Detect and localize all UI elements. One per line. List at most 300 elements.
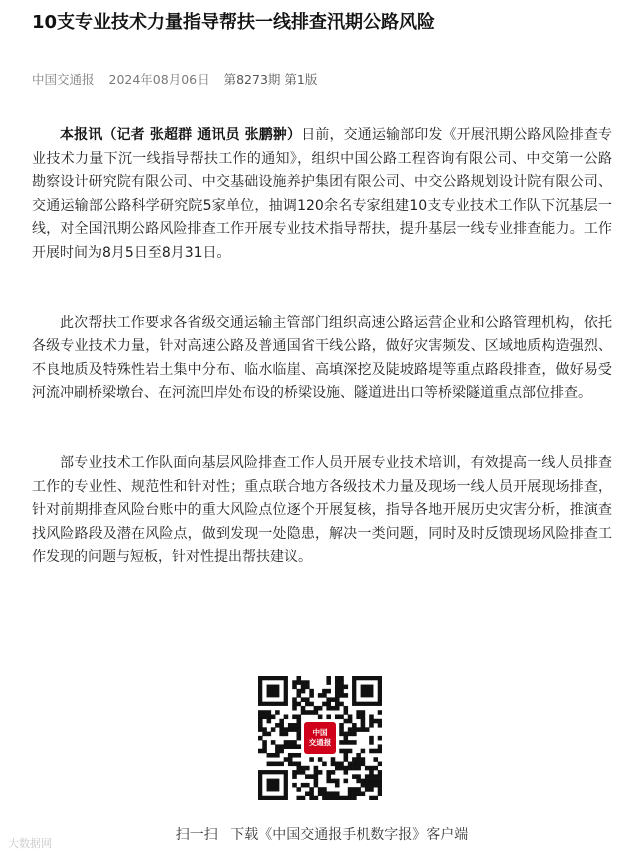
qr-module <box>378 770 382 775</box>
qr-code-icon[interactable] <box>258 676 382 800</box>
qr-module <box>348 719 353 724</box>
qr-module <box>326 702 331 707</box>
qr-module <box>378 749 382 754</box>
qr-module <box>369 796 374 800</box>
qr-module <box>279 719 284 724</box>
qr-module <box>322 796 327 800</box>
qr-module <box>292 702 297 707</box>
qr-module <box>369 736 374 741</box>
qr-module <box>369 787 374 792</box>
qr-module <box>348 732 353 737</box>
watermark <box>8 835 52 851</box>
qr-module <box>352 762 357 767</box>
qr-module <box>356 779 361 784</box>
qr-module <box>326 770 331 775</box>
qr-module <box>326 791 331 796</box>
qr-module <box>309 693 314 698</box>
qr-module <box>361 779 366 784</box>
qr-module <box>271 753 276 758</box>
qr-module <box>292 706 297 711</box>
qr-module <box>314 710 319 715</box>
qr-module <box>369 766 374 771</box>
qr-module <box>339 723 344 728</box>
qr-module <box>296 714 301 719</box>
qr-module <box>292 680 297 685</box>
qr-module <box>258 714 263 719</box>
qr-module <box>292 714 297 719</box>
qr-module <box>301 770 306 775</box>
qr-module <box>288 757 293 762</box>
qr-module <box>322 689 327 694</box>
qr-module <box>275 762 280 767</box>
qr-module <box>292 762 297 767</box>
qr-module <box>373 766 378 771</box>
qr-module <box>301 710 306 715</box>
qr-module <box>322 762 327 767</box>
qr-module <box>305 783 310 788</box>
qr-module <box>331 757 336 762</box>
qr-module <box>326 680 331 685</box>
qr-module <box>339 689 344 694</box>
qr-module <box>301 766 306 771</box>
qr-module <box>284 740 289 745</box>
qr-module <box>335 779 340 784</box>
qr-module <box>301 685 306 690</box>
qr-finder-inner <box>267 685 280 698</box>
qr-module <box>344 706 349 711</box>
qr-module <box>322 702 327 707</box>
qr-module <box>296 693 301 698</box>
qr-module <box>335 714 340 719</box>
qr-module <box>288 762 293 767</box>
qr-module <box>331 796 336 800</box>
qr-module <box>267 710 272 715</box>
qr-module <box>267 714 272 719</box>
qr-module <box>356 774 361 779</box>
qr-module <box>335 791 340 796</box>
qr-module <box>296 736 301 741</box>
qr-module <box>275 744 280 749</box>
qr-module <box>356 727 361 732</box>
qr-module <box>352 727 357 732</box>
qr-module <box>344 710 349 715</box>
qr-module <box>344 770 349 775</box>
qr-module <box>339 749 344 754</box>
qr-module <box>258 727 263 732</box>
issue-number: 第8273期 第1版 <box>223 72 318 87</box>
qr-module <box>344 753 349 758</box>
qr-module <box>288 723 293 728</box>
paragraph-1 <box>32 124 612 266</box>
qr-module <box>314 706 319 711</box>
qr-module <box>348 749 353 754</box>
qr-module <box>373 757 378 762</box>
qr-module <box>365 783 370 788</box>
qr-module <box>292 783 297 788</box>
qr-module <box>344 749 349 754</box>
qr-module <box>373 774 378 779</box>
qr-module <box>356 766 361 771</box>
qr-module <box>344 736 349 741</box>
qr-module <box>335 689 340 694</box>
qr-module <box>305 680 310 685</box>
qr-module <box>296 680 301 685</box>
qr-module <box>292 723 297 728</box>
qr-module <box>318 757 323 762</box>
qr-module <box>335 706 340 711</box>
qr-module <box>318 714 323 719</box>
qr-module <box>288 740 293 745</box>
qr-module <box>344 685 349 690</box>
qr-module <box>279 744 284 749</box>
qr-module <box>378 774 382 779</box>
qr-module <box>309 702 314 707</box>
qr-module <box>305 685 310 690</box>
qr-module <box>339 732 344 737</box>
qr-module <box>279 727 284 732</box>
qr-module <box>271 714 276 719</box>
qr-module <box>335 693 340 698</box>
qr-module <box>301 697 306 702</box>
qr-module <box>326 689 331 694</box>
qr-module <box>348 766 353 771</box>
qr-module <box>344 740 349 745</box>
qr-module <box>314 796 319 800</box>
qr-module <box>322 693 327 698</box>
qr-module <box>314 770 319 775</box>
qr-module <box>314 783 319 788</box>
qr-module <box>369 719 374 724</box>
qr-module <box>318 791 323 796</box>
qr-module <box>356 757 361 762</box>
qr-module <box>292 685 297 690</box>
qr-module <box>365 779 370 784</box>
qr-module <box>292 770 297 775</box>
qr-module <box>326 779 331 784</box>
qr-module <box>296 770 301 775</box>
qr-module <box>292 727 297 732</box>
qr-module <box>361 757 366 762</box>
qr-module <box>378 719 382 724</box>
qr-module <box>348 787 353 792</box>
qr-module <box>331 770 336 775</box>
qr-module <box>267 753 272 758</box>
qr-module <box>258 719 263 724</box>
qr-module <box>288 753 293 758</box>
qr-module <box>335 685 340 690</box>
qr-module <box>309 710 314 715</box>
qr-module <box>284 732 289 737</box>
qr-module <box>361 762 366 767</box>
qr-module <box>335 783 340 788</box>
qr-module <box>348 796 353 800</box>
qr-module <box>348 791 353 796</box>
qr-module <box>326 676 331 681</box>
qr-module <box>296 689 301 694</box>
qr-module <box>335 697 340 702</box>
qr-module <box>373 796 378 800</box>
qr-module <box>339 727 344 732</box>
download-caption <box>0 824 644 844</box>
qr-module <box>369 723 374 728</box>
qr-module <box>378 783 382 788</box>
qr-module <box>344 779 349 784</box>
qr-module <box>271 740 276 745</box>
qr-module <box>378 791 382 796</box>
qr-finder-inner <box>361 685 374 698</box>
qr-module <box>378 762 382 767</box>
qr-module <box>352 740 357 745</box>
qr-module <box>331 706 336 711</box>
qr-module <box>344 766 349 771</box>
qr-module <box>335 766 340 771</box>
scan-label: 扫一扫 <box>175 827 218 843</box>
qr-module <box>339 762 344 767</box>
qr-module <box>305 766 310 771</box>
qr-module <box>262 710 267 715</box>
qr-module <box>369 714 374 719</box>
qr-module <box>296 723 301 728</box>
paragraph-1-text: 日前，交通运输部印发《开展汛期公路风险排查专业技术力量下沉一线指导帮扶工作的通知》，组织中国公路工程咨询有限公司、中交第一公路勘察设计研究院有限公司、中交基础设施养护集团有限公司、中交公路规划设计院有限公司、交通运输部公路科学研究院5家单位，抽调120余名专家组建10支专业技术工作队下沉基层一线，对全国汛期公路风险排查工作开展专业技术指导帮扶，提升基层一线专业排查能力。工作开展时间为8月5日至8月31日。 <box>32 127 613 261</box>
qr-module <box>331 791 336 796</box>
qr-module <box>335 762 340 767</box>
qr-module <box>279 732 284 737</box>
qr-module <box>326 796 331 800</box>
qr-module <box>373 749 378 754</box>
qr-module <box>339 702 344 707</box>
qr-module <box>344 796 349 800</box>
qr-module <box>361 749 366 754</box>
qr-module <box>352 787 357 792</box>
qr-module <box>339 693 344 698</box>
qr-module <box>318 770 323 775</box>
qr-module <box>378 744 382 749</box>
qr-module <box>378 723 382 728</box>
qr-module <box>262 714 267 719</box>
article-body <box>32 124 612 616</box>
qr-module <box>267 732 272 737</box>
qr-module <box>339 796 344 800</box>
qr-module <box>352 774 357 779</box>
qr-module <box>361 727 366 732</box>
paragraph-3-text: 部专业技术工作队面向基层风险排查工作人员开展专业技术培训，有效提高一线人员排查工作的专业性、规范性和针对性；重点联合地方各级技术力量及现场一线人员开展现场排查，针对前期排查风险台账中的重大风险点位逐个开展复核，指导各地开展历史灾害分析，推演查找风险路段及潜在风险点，做到发现一处隐患，解决一类问题，同时及时反馈现场风险排查工作发现的问题与短板，针对性提出帮扶建议。 <box>32 454 612 566</box>
qr-module <box>267 762 272 767</box>
qr-module <box>292 774 297 779</box>
qr-module <box>262 732 267 737</box>
qr-module <box>296 766 301 771</box>
qr-module <box>284 714 289 719</box>
qr-module <box>369 749 374 754</box>
qr-module <box>296 787 301 792</box>
qr-module <box>262 744 267 749</box>
qr-module <box>344 693 349 698</box>
qr-module <box>314 774 319 779</box>
paragraph-2-text: 此次帮扶工作要求各省级交通运输主管部门组织高速公路运营企业和公路管理机构，依托各级专业技术力量，针对高速公路及普通国省干线公路，做好灾害频发、区域地质构造强烈、不良地质及特殊性岩土集中分布、临水临崖、高填深挖及陡坡路堤等重点路段排查，做好易受河流冲刷桥梁墩台、在河流凹岸处布设的桥梁设施、隧道进出口等桥梁隧道重点部位排查。 <box>32 314 612 402</box>
qr-module <box>348 762 353 767</box>
qr-module <box>301 689 306 694</box>
qr-module <box>296 676 301 681</box>
qr-module <box>309 774 314 779</box>
qr-module <box>335 796 340 800</box>
qr-module <box>369 740 374 745</box>
logo-line-2: 交通报 <box>308 738 332 747</box>
qr-module <box>296 732 301 737</box>
qr-module <box>288 727 293 732</box>
qr-module <box>284 757 289 762</box>
qr-module <box>356 753 361 758</box>
qr-module <box>322 787 327 792</box>
qr-module <box>309 689 314 694</box>
qr-module <box>352 791 357 796</box>
qr-module <box>305 710 310 715</box>
qr-module <box>296 702 301 707</box>
qr-module <box>331 762 336 767</box>
qr-module <box>352 723 357 728</box>
qr-module <box>275 749 280 754</box>
qr-module <box>344 757 349 762</box>
qr-module <box>301 706 306 711</box>
qr-module <box>284 727 289 732</box>
qr-module <box>296 744 301 749</box>
qr-module <box>331 779 336 784</box>
qr-module <box>292 744 297 749</box>
publish-date: 2024年08月06日 <box>108 72 210 87</box>
source-name: 中国交通报 <box>32 72 95 87</box>
paragraph-2 <box>32 312 612 406</box>
qr-module <box>279 749 284 754</box>
qr-module <box>352 757 357 762</box>
qr-module <box>361 714 366 719</box>
qr-module <box>296 753 301 758</box>
qr-module <box>296 762 301 767</box>
qr-module <box>314 779 319 784</box>
article-title: 10支专业技术力量指导帮扶一线排查汛期公路风险 <box>32 12 436 33</box>
qr-module <box>348 740 353 745</box>
paragraph-1-lead: 本报讯（记者 张超群 通讯员 张鹏翀） <box>60 127 302 143</box>
qr-module <box>361 719 366 724</box>
qr-module <box>301 783 306 788</box>
qr-module <box>356 714 361 719</box>
qr-module <box>318 706 323 711</box>
qr-module <box>373 779 378 784</box>
qr-module <box>275 753 280 758</box>
qr-module <box>326 714 331 719</box>
qr-module <box>352 732 357 737</box>
qr-module <box>344 732 349 737</box>
qr-module <box>339 685 344 690</box>
qr-module <box>365 766 370 771</box>
qr-module <box>305 791 310 796</box>
qr-finder-inner <box>267 779 280 792</box>
qr-module <box>339 680 344 685</box>
qr-module <box>322 791 327 796</box>
qr-module <box>378 779 382 784</box>
qr-module <box>352 766 357 771</box>
qr-module <box>296 719 301 724</box>
qr-module <box>258 710 263 715</box>
qr-module <box>361 791 366 796</box>
qr-module <box>279 762 284 767</box>
qr-module <box>309 791 314 796</box>
qr-module <box>318 787 323 792</box>
qr-module <box>373 783 378 788</box>
qr-module <box>339 676 344 681</box>
qr-module <box>271 762 276 767</box>
qr-module <box>279 723 284 728</box>
qr-module <box>271 727 276 732</box>
qr-module <box>258 723 263 728</box>
qr-module <box>361 710 366 715</box>
qr-module <box>305 702 310 707</box>
qr-module <box>348 714 353 719</box>
qr-module <box>292 697 297 702</box>
qr-module <box>335 702 340 707</box>
qr-module <box>361 783 366 788</box>
qr-module <box>378 710 382 715</box>
paragraph-3 <box>32 452 612 570</box>
qr-module <box>356 787 361 792</box>
qr-module <box>339 714 344 719</box>
qr-module <box>365 727 370 732</box>
qr-module <box>335 676 340 681</box>
qr-module <box>267 719 272 724</box>
qr-module <box>369 774 374 779</box>
qr-module <box>356 791 361 796</box>
qr-module <box>292 740 297 745</box>
qr-module <box>305 774 310 779</box>
qr-module <box>369 779 374 784</box>
qr-module <box>356 710 361 715</box>
qr-module <box>326 706 331 711</box>
qr-module <box>339 740 344 745</box>
qr-module <box>262 727 267 732</box>
logo-line-1: 中国 <box>312 728 328 737</box>
qr-module <box>262 740 267 745</box>
newspaper-logo-icon <box>302 720 338 756</box>
qr-module <box>262 749 267 754</box>
qr-module <box>326 774 331 779</box>
qr-module <box>378 787 382 792</box>
qr-module <box>339 766 344 771</box>
qr-module <box>296 796 301 800</box>
watermark-text: 大数据网 <box>8 837 52 850</box>
qr-module <box>309 787 314 792</box>
qr-module <box>258 736 263 741</box>
download-link[interactable]: 下载《中国交通报手机数字报》客户端 <box>230 827 469 843</box>
qr-module <box>292 753 297 758</box>
qr-module <box>275 710 280 715</box>
qr-module <box>373 719 378 724</box>
qr-module <box>288 744 293 749</box>
qr-module <box>305 697 310 702</box>
qr-module <box>365 774 370 779</box>
article-meta <box>32 70 632 88</box>
qr-module <box>335 680 340 685</box>
qr-module <box>378 736 382 741</box>
qr-module <box>309 757 314 762</box>
qr-module <box>356 762 361 767</box>
qr-module <box>365 787 370 792</box>
qr-module <box>361 723 366 728</box>
qr-module <box>314 766 319 771</box>
qr-module <box>301 680 306 685</box>
qr-module <box>331 697 336 702</box>
qr-module <box>275 723 280 728</box>
qr-module <box>258 749 263 754</box>
qr-module <box>318 693 323 698</box>
qr-module <box>301 796 306 800</box>
qr-module <box>284 744 289 749</box>
